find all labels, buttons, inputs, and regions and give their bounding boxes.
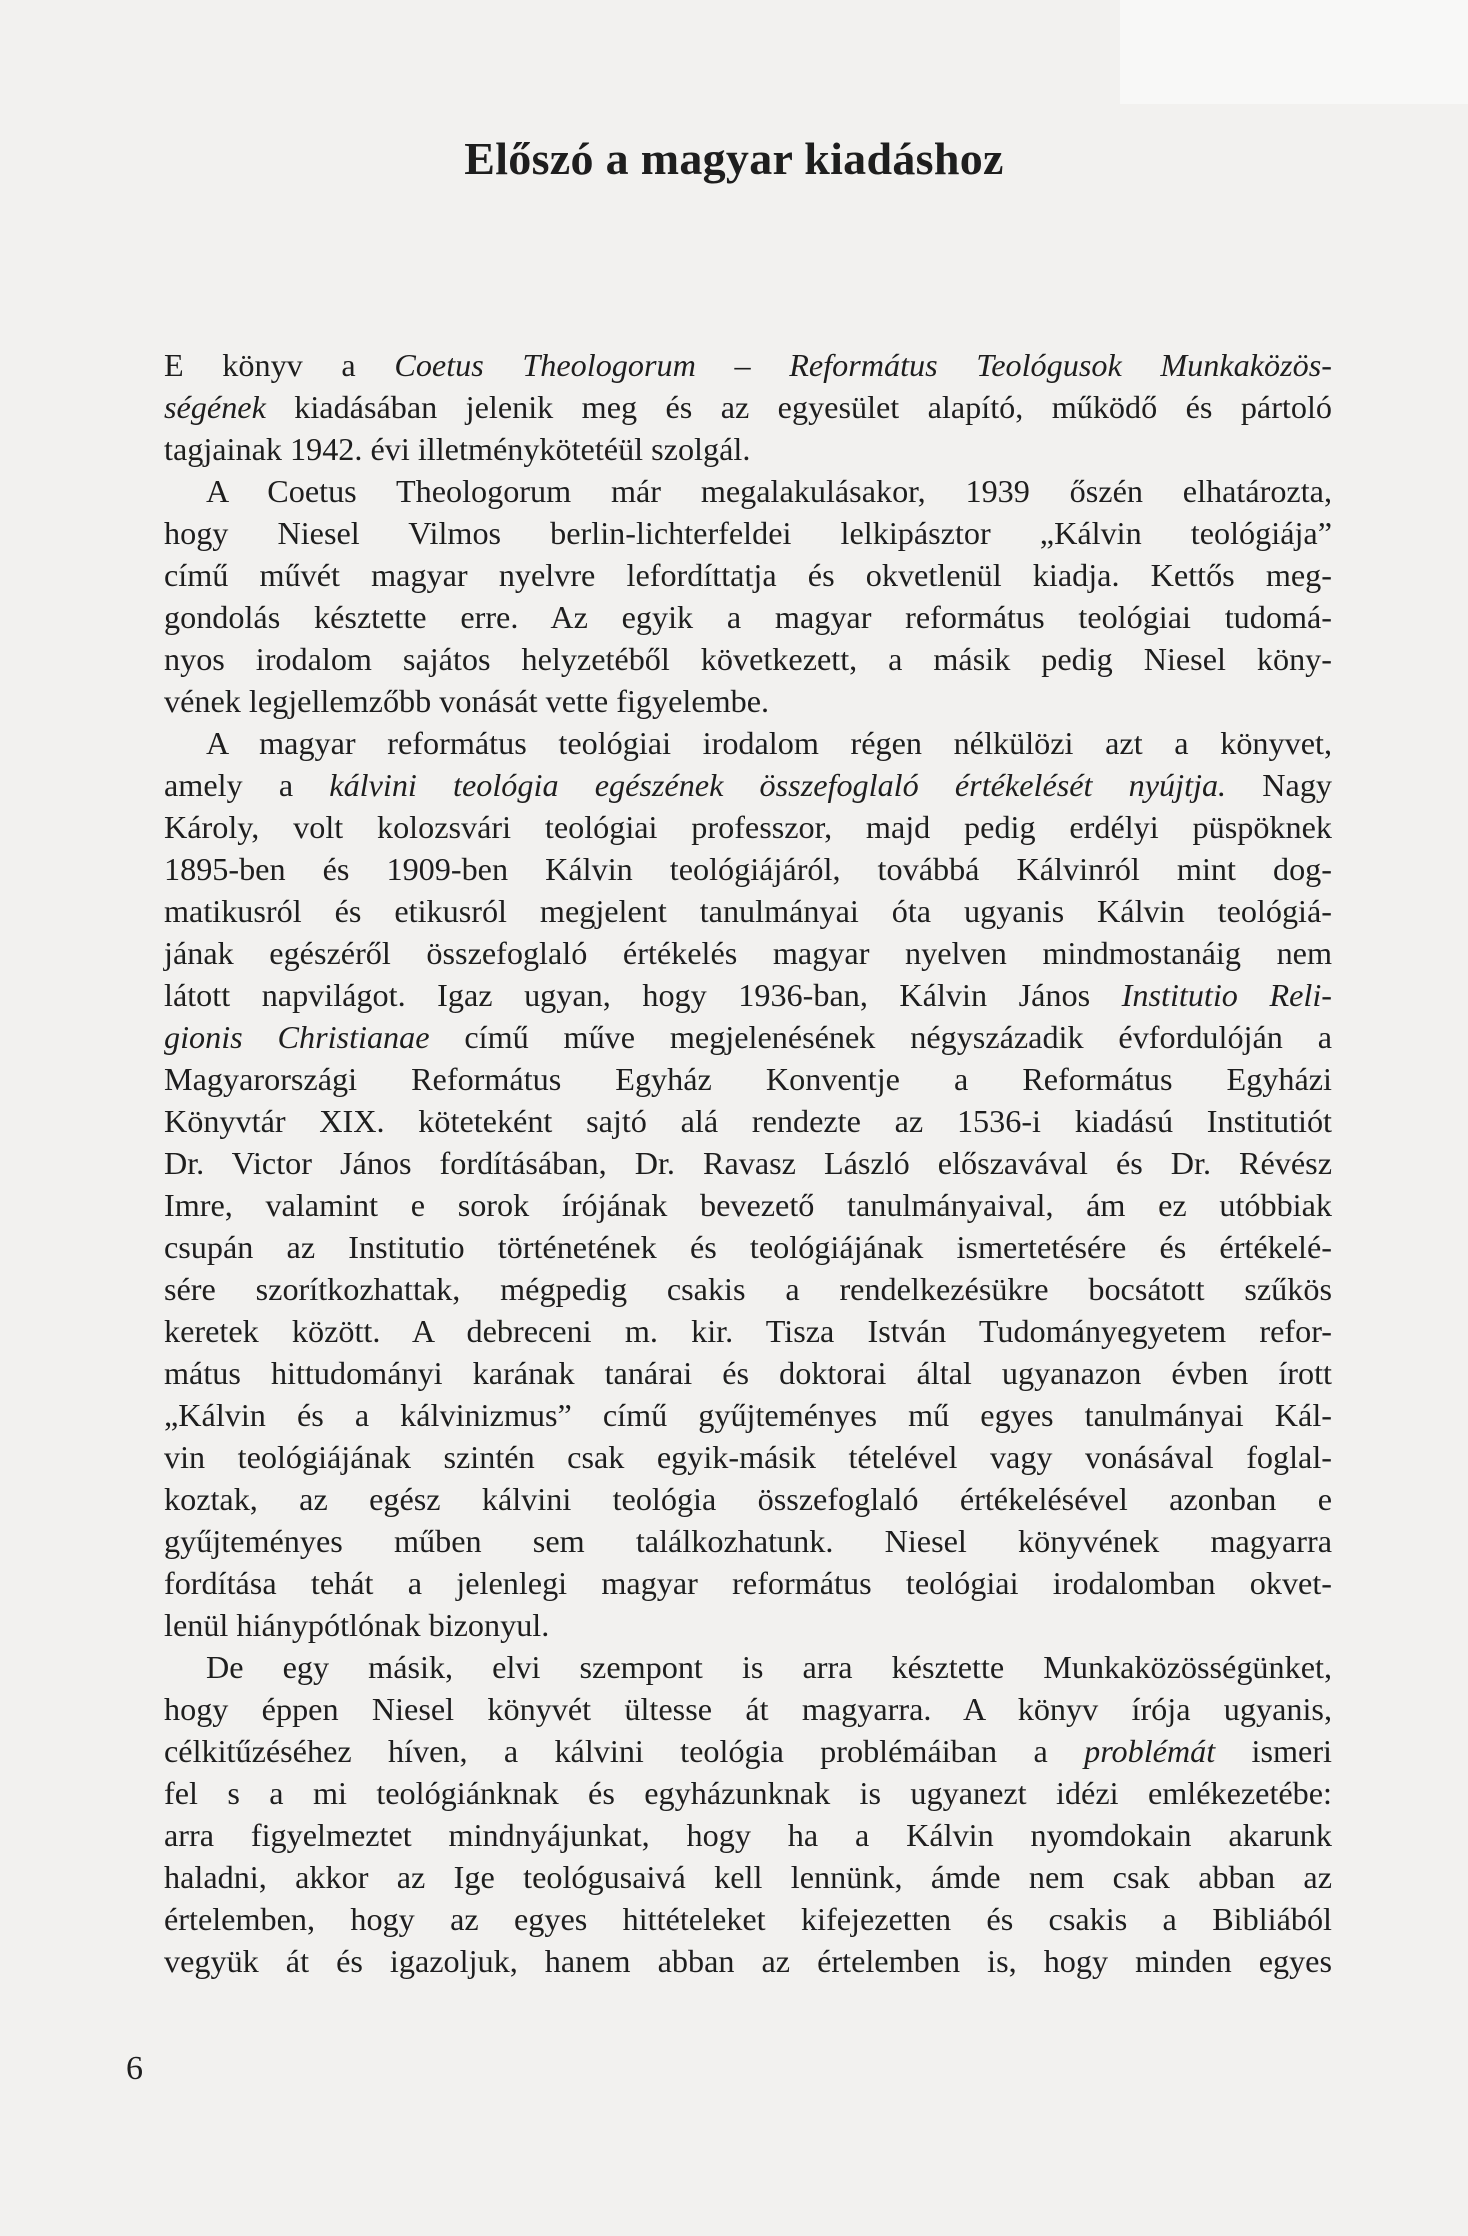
- text-line: [164, 1436, 1332, 1478]
- text-line: [164, 1520, 1332, 1562]
- text-line: [164, 680, 1332, 722]
- text-segment: Károly, volt kolozsvári teológiai professzor, majd pedig erdélyi püspöknek: [164, 809, 1332, 845]
- text-line: [164, 1856, 1332, 1898]
- italic-text: kálvini teológia egészének összefoglaló értékelését nyújtja.: [329, 767, 1227, 803]
- text-segment: vegyük át és igazoljuk, hanem abban az értelemben is, hogy minden egyes: [164, 1943, 1332, 1979]
- text-segment: fordítása tehát a jelenlegi magyar református teológiai irodalomban okvet-: [164, 1565, 1332, 1601]
- page-number: 6: [126, 2050, 143, 2087]
- text-segment: Magyarországi Református Egyház Konventje a Református Egyházi: [164, 1061, 1332, 1097]
- text-line: [164, 1352, 1332, 1394]
- text-segment: vin teológiájának szintén csak egyik-másik tételével vagy vonásával foglal-: [164, 1439, 1332, 1475]
- text-line: [164, 1478, 1332, 1520]
- text-line: [164, 512, 1332, 554]
- text-segment: haladni, akkor az Ige teológusaivá kell lennünk, ámde nem csak abban az: [164, 1859, 1332, 1895]
- italic-text: Institutio Reli-: [1121, 977, 1332, 1013]
- italic-text: problémát: [1084, 1733, 1216, 1769]
- text-line: [164, 1730, 1332, 1772]
- body-text: [164, 344, 1332, 1982]
- text-segment: 1895-ben és 1909-ben Kálvin teológiájáról, továbbá Kálvinról mint dog-: [164, 851, 1332, 887]
- text-line: [164, 344, 1332, 386]
- text-line: [164, 764, 1332, 806]
- text-segment: című műve megjelenésének négyszázadik évfordulóján a: [429, 1019, 1332, 1055]
- text-line: [164, 848, 1332, 890]
- text-line: [164, 1940, 1332, 1982]
- text-line: [164, 1772, 1332, 1814]
- text-line: [164, 1898, 1332, 1940]
- text-segment: Nagy: [1226, 767, 1333, 803]
- text-line: [164, 386, 1332, 428]
- text-line: [164, 428, 1332, 470]
- text-segment: című művét magyar nyelvre lefordíttatja és okvetlenül kiadja. Kettős meg-: [164, 557, 1332, 593]
- text-line: [164, 932, 1332, 974]
- text-segment: De egy másik, elvi szempont is arra késztette Munkaközösségünket,: [206, 1649, 1332, 1685]
- text-line: [164, 1604, 1332, 1646]
- text-line: [164, 1100, 1332, 1142]
- text-segment: gondolás késztette erre. Az egyik a magyar református teológiai tudomá-: [164, 599, 1332, 635]
- text-line: [164, 974, 1332, 1016]
- text-line: [164, 1268, 1332, 1310]
- text-line: [164, 1688, 1332, 1730]
- text-segment: nyos irodalom sajátos helyzetéből következett, a másik pedig Niesel köny-: [164, 641, 1332, 677]
- text-segment: amely a: [164, 767, 330, 803]
- text-segment: Imre, valamint e sorok írójának bevezető tanulmányaival, ám ez utóbbiak: [164, 1187, 1332, 1223]
- text-segment: értelemben, hogy az egyes hittételeket kifejezetten és csakis a Bibliából: [164, 1901, 1332, 1937]
- text-line: [164, 1562, 1332, 1604]
- text-segment: hogy éppen Niesel könyvét ültesse át magyarra. A könyv írója ugyanis,: [164, 1691, 1332, 1727]
- text-line: [164, 596, 1332, 638]
- text-segment: matikusról és etikusról megjelent tanulmányai óta ugyanis Kálvin teológiá-: [164, 893, 1332, 929]
- text-line: [164, 554, 1332, 596]
- italic-text: gionis Christianae: [164, 1019, 430, 1055]
- text-segment: „Kálvin és a kálvinizmus” című gyűjteményes mű egyes tanulmányai Kál-: [164, 1397, 1332, 1433]
- text-segment: kiadásában jelenik meg és az egyesület alapító, működő és pártoló: [265, 389, 1332, 425]
- text-segment: arra figyelmeztet mindnyájunkat, hogy ha a Kálvin nyomdokain akarunk: [164, 1817, 1332, 1853]
- text-segment: koztak, az egész kálvini teológia összefoglaló értékelésével azonban e: [164, 1481, 1332, 1517]
- text-line: [164, 1310, 1332, 1352]
- text-segment: csupán az Institutio történetének és teológiájának ismertetésére és értékelé-: [164, 1229, 1332, 1265]
- text-segment: Dr. Victor János fordításában, Dr. Ravasz László előszavával és Dr. Révész: [164, 1145, 1332, 1181]
- text-line: [164, 1226, 1332, 1268]
- text-segment: jának egészéről összefoglaló értékelés magyar nyelven mindmostanáig nem: [164, 935, 1332, 971]
- text-segment: hogy Niesel Vilmos berlin-lichterfeldei lelkipásztor „Kálvin teológiája”: [164, 515, 1332, 551]
- text-segment: mátus hittudományi karának tanárai és doktorai által ugyanazon évben írott: [164, 1355, 1332, 1391]
- text-line: [164, 638, 1332, 680]
- text-segment: lenül hiánypótlónak bizonyul.: [164, 1607, 550, 1643]
- text-segment: A Coetus Theologorum már megalakulásakor, 1939 őszén elhatározta,: [206, 473, 1332, 509]
- italic-text: Coetus Theologorum – Református Teológusok Munkaközös-: [394, 347, 1332, 383]
- text-line: [164, 806, 1332, 848]
- text-segment: A magyar református teológiai irodalom régen nélkülözi azt a könyvet,: [206, 725, 1332, 761]
- text-segment: fel s a mi teológiánknak és egyházunknak is ugyanezt idézi emlékezetébe:: [164, 1775, 1332, 1811]
- text-segment: gyűjteményes műben sem találkozhatunk. Niesel könyvének magyarra: [164, 1523, 1332, 1559]
- text-line: [164, 722, 1332, 764]
- text-segment: célkitűzéséhez híven, a kálvini teológia problémáiban a: [164, 1733, 1085, 1769]
- text-segment: sére szorítkozhattak, mégpedig csakis a rendelkezésükre bocsátott szűkös: [164, 1271, 1332, 1307]
- text-line: [164, 1058, 1332, 1100]
- text-segment: vének legjellemzőbb vonását vette figyelembe.: [164, 683, 770, 719]
- text-segment: tagjainak 1942. évi illetménykötetéül szolgál.: [164, 431, 751, 467]
- italic-text: ségének: [164, 389, 266, 425]
- page-title: Előszó a magyar kiadáshoz: [464, 133, 1004, 184]
- text-line: [164, 1814, 1332, 1856]
- text-line: [164, 1016, 1332, 1058]
- text-line: [164, 1394, 1332, 1436]
- scan-corner-patch: [1120, 0, 1468, 104]
- text-segment: keretek között. A debreceni m. kir. Tisza István Tudományegyetem refor-: [164, 1313, 1332, 1349]
- text-line: [164, 1646, 1332, 1688]
- text-line: [164, 890, 1332, 932]
- text-segment: E könyv a: [164, 347, 395, 383]
- text-segment: Könyvtár XIX. köteteként sajtó alá rendezte az 1536-i kiadású Institutiót: [164, 1103, 1332, 1139]
- text-line: [164, 1184, 1332, 1226]
- text-segment: ismeri: [1215, 1733, 1332, 1769]
- text-line: [164, 1142, 1332, 1184]
- text-line: [164, 470, 1332, 512]
- text-segment: látott napvilágot. Igaz ugyan, hogy 1936-ban, Kálvin János: [164, 977, 1122, 1013]
